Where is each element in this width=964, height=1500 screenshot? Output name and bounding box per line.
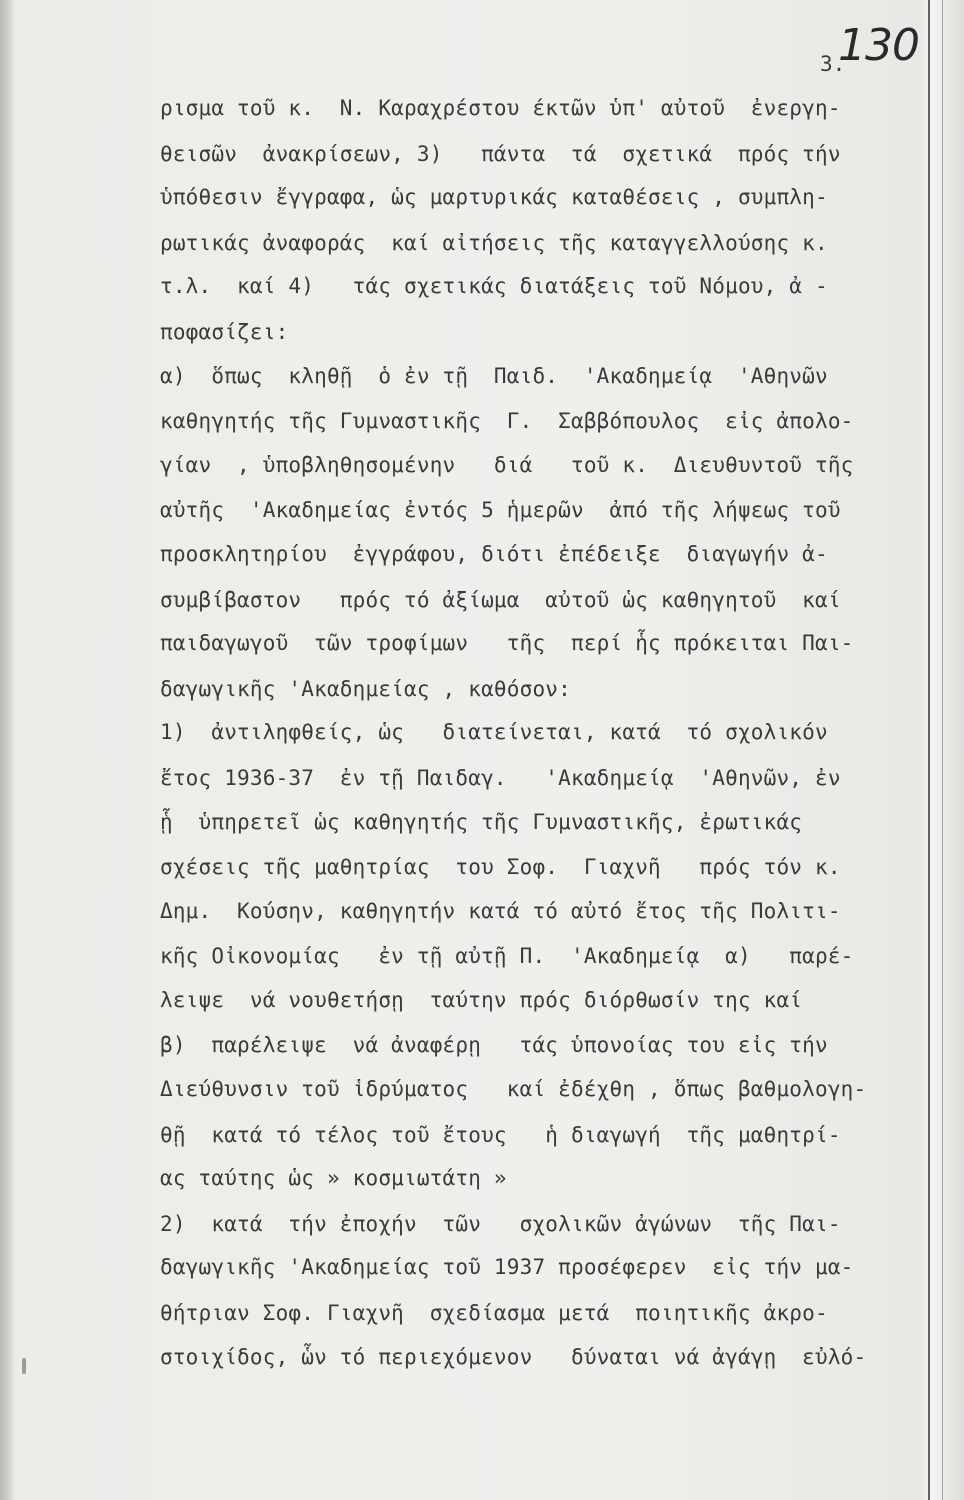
text-line: ᾗ ὑπηρετεῖ ὡς καθηγητής τῆς Γυμναστικῆς, ἐρωτικάς <box>160 809 803 834</box>
margin-rule <box>928 0 930 1500</box>
binding-shadow <box>0 0 14 1500</box>
text-line: ὑπόθεσιν ἔγγραφα, ὡς μαρτυρικάς καταθέσεις , συμπλη- <box>160 185 828 210</box>
text-line: τ.λ. καί 4) τάς σχετικάς διατάξεις τοῦ Νόμου, ἀ - <box>160 274 828 299</box>
text-line: παιδαγωγοῦ τῶν τροφίμων τῆς περί ἧς πρόκειται Παι- <box>160 631 854 656</box>
text-line: στοιχίδος, ὧν τό περιεχόμενον δύναται νά ἀγάγῃ εὐλό- <box>160 1344 867 1369</box>
text-line: λειψε νά νουθετήσῃ ταύτην πρός διόρθωσίν της καί <box>160 987 803 1012</box>
text-line: δαγωγικῆς 'Ακαδημείας τοῦ 1937 προσέφερεν εἰς τήν μα- <box>160 1255 854 1280</box>
text-line: προσκλητηρίου ἐγγράφου, διότι ἐπέδειξε διαγωγήν ἀ- <box>160 541 828 566</box>
text-line: θῇ κατά τό τέλος τοῦ ἔτους ἡ διαγωγή τῆς μαθητρί- <box>160 1122 841 1147</box>
punch-hole-mark <box>22 1358 26 1374</box>
text-line: ας ταύτης ὡς » κοσμιωτάτη » <box>160 1166 507 1191</box>
text-line: γίαν , ὑποβληθησομένην διά τοῦ κ. Διευθυντοῦ τῆς <box>160 452 854 477</box>
text-line: ἔτος 1936-37 ἐν τῇ Παιδαγ. 'Ακαδημείᾳ 'Αθηνῶν, ἐν <box>160 765 841 790</box>
text-line: δαγωγικῆς 'Ακαδημείας , καθόσον: <box>160 676 571 701</box>
margin-rule-secondary <box>942 0 943 1500</box>
typed-body-text <box>160 86 920 1379</box>
text-line: 1) ἀντιληφθείς, ὡς διατείνεται, κατά τό σχολικόν <box>160 720 828 745</box>
text-line: σχέσεις τῆς μαθητρίας του Σοφ. Γιαχνῆ πρός τόν κ. <box>160 855 841 880</box>
text-line: θεισῶν ἀνακρίσεων, 3) πάντα τά σχετικά πρός τήν <box>160 141 841 166</box>
text-line: α) ὅπως κληθῇ ὁ ἐν τῇ Παιδ. 'Ακαδημείᾳ 'Αθηνῶν <box>160 363 828 388</box>
text-line: Διεύθυνσιν τοῦ ἱδρύματος καί ἐδέχθη , ὅπως βαθμολογη- <box>160 1077 867 1102</box>
text-line: 2) κατά τήν ἐποχήν τῶν σχολικῶν ἀγώνων τῆς Παι- <box>160 1211 841 1236</box>
text-line: αὐτῆς 'Ακαδημείας ἐντός 5 ἡμερῶν ἀπό τῆς λήψεως τοῦ <box>160 498 841 523</box>
text-line: ποφασίζει: <box>160 319 289 344</box>
text-line: ρωτικάς ἀναφοράς καί αἰτήσεις τῆς καταγγελλούσης κ. <box>160 230 828 255</box>
handwritten-folio-number: 130 <box>838 20 919 71</box>
text-line: θήτριαν Σοφ. Γιαχνῆ σχεδίασμα μετά ποιητικῆς ἀκρο- <box>160 1301 828 1326</box>
page-number: 3. <box>820 52 846 76</box>
text-line: κῆς Οἰκονομίας ἐν τῇ αὐτῇ Π. 'Ακαδημείᾳ α) παρέ- <box>160 944 854 969</box>
text-line: Δημ. Κούσην, καθηγητήν κατά τό αὐτό ἔτος τῆς Πολιτι- <box>160 898 841 923</box>
text-line: καθηγητής τῆς Γυμναστικῆς Γ. Σαββόπουλος εἰς ἀπολο- <box>160 409 854 434</box>
text-line: β) παρέλειψε νά ἀναφέρῃ τάς ὑπονοίας του εἰς τήν <box>160 1033 828 1058</box>
text-line: ρισμα τοῦ κ. Ν. Καραχρέστου έκτῶν ὑπ' αὐτοῦ ἐνεργη- <box>160 96 841 120</box>
text-line: συμβίβαστον πρός τό ἀξίωμα αὐτοῦ ὡς καθηγητοῦ καί <box>160 587 841 612</box>
